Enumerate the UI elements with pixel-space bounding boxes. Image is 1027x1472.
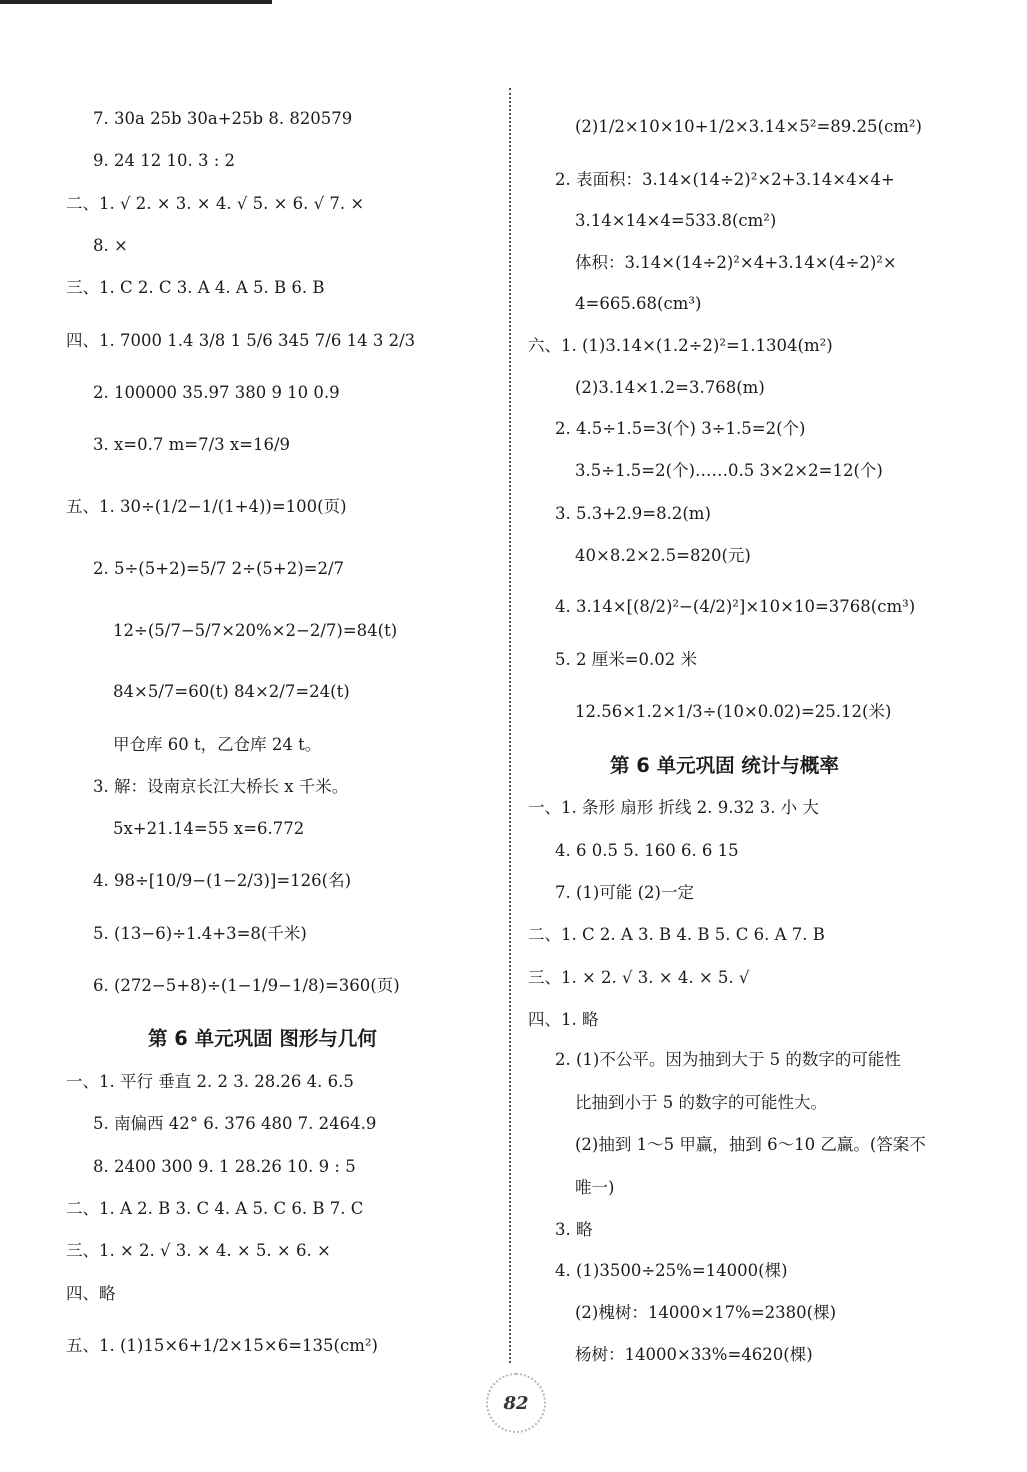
answer-line: 唯一) (575, 1178, 615, 1197)
answer-line: 三、1. × 2. √ 3. × 4. × 5. × 6. × (66, 1241, 331, 1260)
answer-line: 3.5÷1.5=2(个)……0.5 3×2×2=12(个) (575, 461, 883, 480)
answer-line: 二、1. C 2. A 3. B 4. B 5. C 6. A 7. B (528, 925, 825, 944)
answer-line: 3.14×14×4=533.8(cm²) (575, 211, 777, 230)
answer-line: 四、略 (66, 1284, 116, 1303)
answer-line: 四、1. 7000 1.4 3/8 1 5/6 345 7/6 14 3 2/3 (66, 331, 416, 350)
answer-line: 3. 解：设南京长江大桥长 x 千米。 (93, 777, 349, 796)
answer-line: 2. 5÷(5+2)=5/7 2÷(5+2)=2/7 (93, 559, 345, 578)
answer-line: 5. 南偏西 42° 6. 376 480 7. 2464.9 (93, 1114, 377, 1133)
answer-line: 3. 5.3+2.9=8.2(m) (555, 504, 711, 523)
page-number: 82 (486, 1373, 546, 1433)
answer-line: 六、1. (1)3.14×(1.2÷2)²=1.1304(m²) (528, 336, 833, 355)
answer-line: 4. 3.14×[(8/2)²−(4/2)²]×10×10=3768(cm³) (555, 597, 916, 616)
answer-line: 4. 98÷[10/9−(1−2/3)]=126(名) (93, 871, 352, 890)
answer-line: 二、1. √ 2. × 3. × 4. √ 5. × 6. √ 7. × (66, 194, 365, 213)
answer-line: 6. (272−5+8)÷(1−1/9−1/8)=360(页) (93, 976, 400, 995)
answer-line: 4. 6 0.5 5. 160 6. 6 15 (555, 841, 739, 860)
answer-line: 五、1. (1)15×6+1/2×15×6=135(cm²) (66, 1336, 378, 1355)
answer-line: 体积：3.14×(14÷2)²×4+3.14×(4÷2)²× (575, 253, 897, 272)
answer-line: 二、1. A 2. B 3. C 4. A 5. C 6. B 7. C (66, 1199, 364, 1218)
answer-line: 4. (1)3500÷25%=14000(棵) (555, 1261, 788, 1280)
answer-line: 7. (1)可能 (2)一定 (555, 883, 694, 902)
answer-line: 2. 表面积：3.14×(14÷2)²×2+3.14×4×4+ (555, 170, 895, 189)
answer-line: 一、1. 条形 扇形 折线 2. 9.32 3. 小 大 (528, 798, 819, 817)
section-title: 第 6 单元巩固 图形与几何 (148, 1027, 377, 1050)
answer-line: 2. 4.5÷1.5=3(个) 3÷1.5=2(个) (555, 419, 806, 438)
answer-line: 比抽到小于 5 的数字的可能性大。 (575, 1093, 827, 1112)
answer-line: 5. 2 厘米=0.02 米 (555, 650, 698, 669)
answer-line: 2. (1)不公平。因为抽到大于 5 的数字的可能性 (555, 1050, 901, 1069)
answer-line: (2)1/2×10×10+1/2×3.14×5²=89.25(cm²) (575, 117, 922, 136)
answer-line: 三、1. C 2. C 3. A 4. A 5. B 6. B (66, 278, 325, 297)
answer-line: (2)抽到 1～5 甲赢，抽到 6～10 乙赢。(答案不 (575, 1135, 926, 1154)
answer-line: 9. 24 12 10. 3 : 2 (93, 151, 235, 170)
answer-line: 40×8.2×2.5=820(元) (575, 546, 751, 565)
answer-line: 三、1. × 2. √ 3. × 4. × 5. √ (528, 968, 750, 987)
section-title: 第 6 单元巩固 统计与概率 (610, 754, 839, 777)
answer-line: 7. 30a 25b 30a+25b 8. 820579 (93, 109, 353, 128)
answer-line: 一、1. 平行 垂直 2. 2 3. 28.26 4. 6.5 (66, 1072, 354, 1091)
answer-line: 12÷(5/7−5/7×20%×2−2/7)=84(t) (113, 621, 398, 640)
answer-line: (2)槐树：14000×17%=2380(棵) (575, 1303, 837, 1322)
answer-line: 12.56×1.2×1/3÷(10×0.02)=25.12(米) (575, 702, 892, 721)
answer-line: 3. x=0.7 m=7/3 x=16/9 (93, 435, 291, 454)
answer-line: 3. 略 (555, 1220, 593, 1239)
answer-line: (2)3.14×1.2=3.768(m) (575, 378, 765, 397)
answer-line: 甲仓库 60 t，乙仓库 24 t。 (113, 735, 322, 754)
answer-line: 四、1. 略 (528, 1010, 599, 1029)
top-rule (0, 0, 272, 4)
answer-line: 8. 2400 300 9. 1 28.26 10. 9 : 5 (93, 1157, 356, 1176)
answer-line: 5x+21.14=55 x=6.772 (113, 819, 305, 838)
answer-line: 五、1. 30÷(1/2−1/(1+4))=100(页) (66, 497, 347, 516)
answer-line: 5. (13−6)÷1.4+3=8(千米) (93, 924, 307, 943)
column-divider (509, 88, 511, 1363)
answer-line: 84×5/7=60(t) 84×2/7=24(t) (113, 682, 350, 701)
answer-line: 2. 100000 35.97 380 9 10 0.9 (93, 383, 340, 402)
answer-line: 杨树：14000×33%=4620(棵) (575, 1345, 813, 1364)
answer-line: 8. × (93, 236, 128, 255)
answer-line: 4=665.68(cm³) (575, 294, 702, 313)
